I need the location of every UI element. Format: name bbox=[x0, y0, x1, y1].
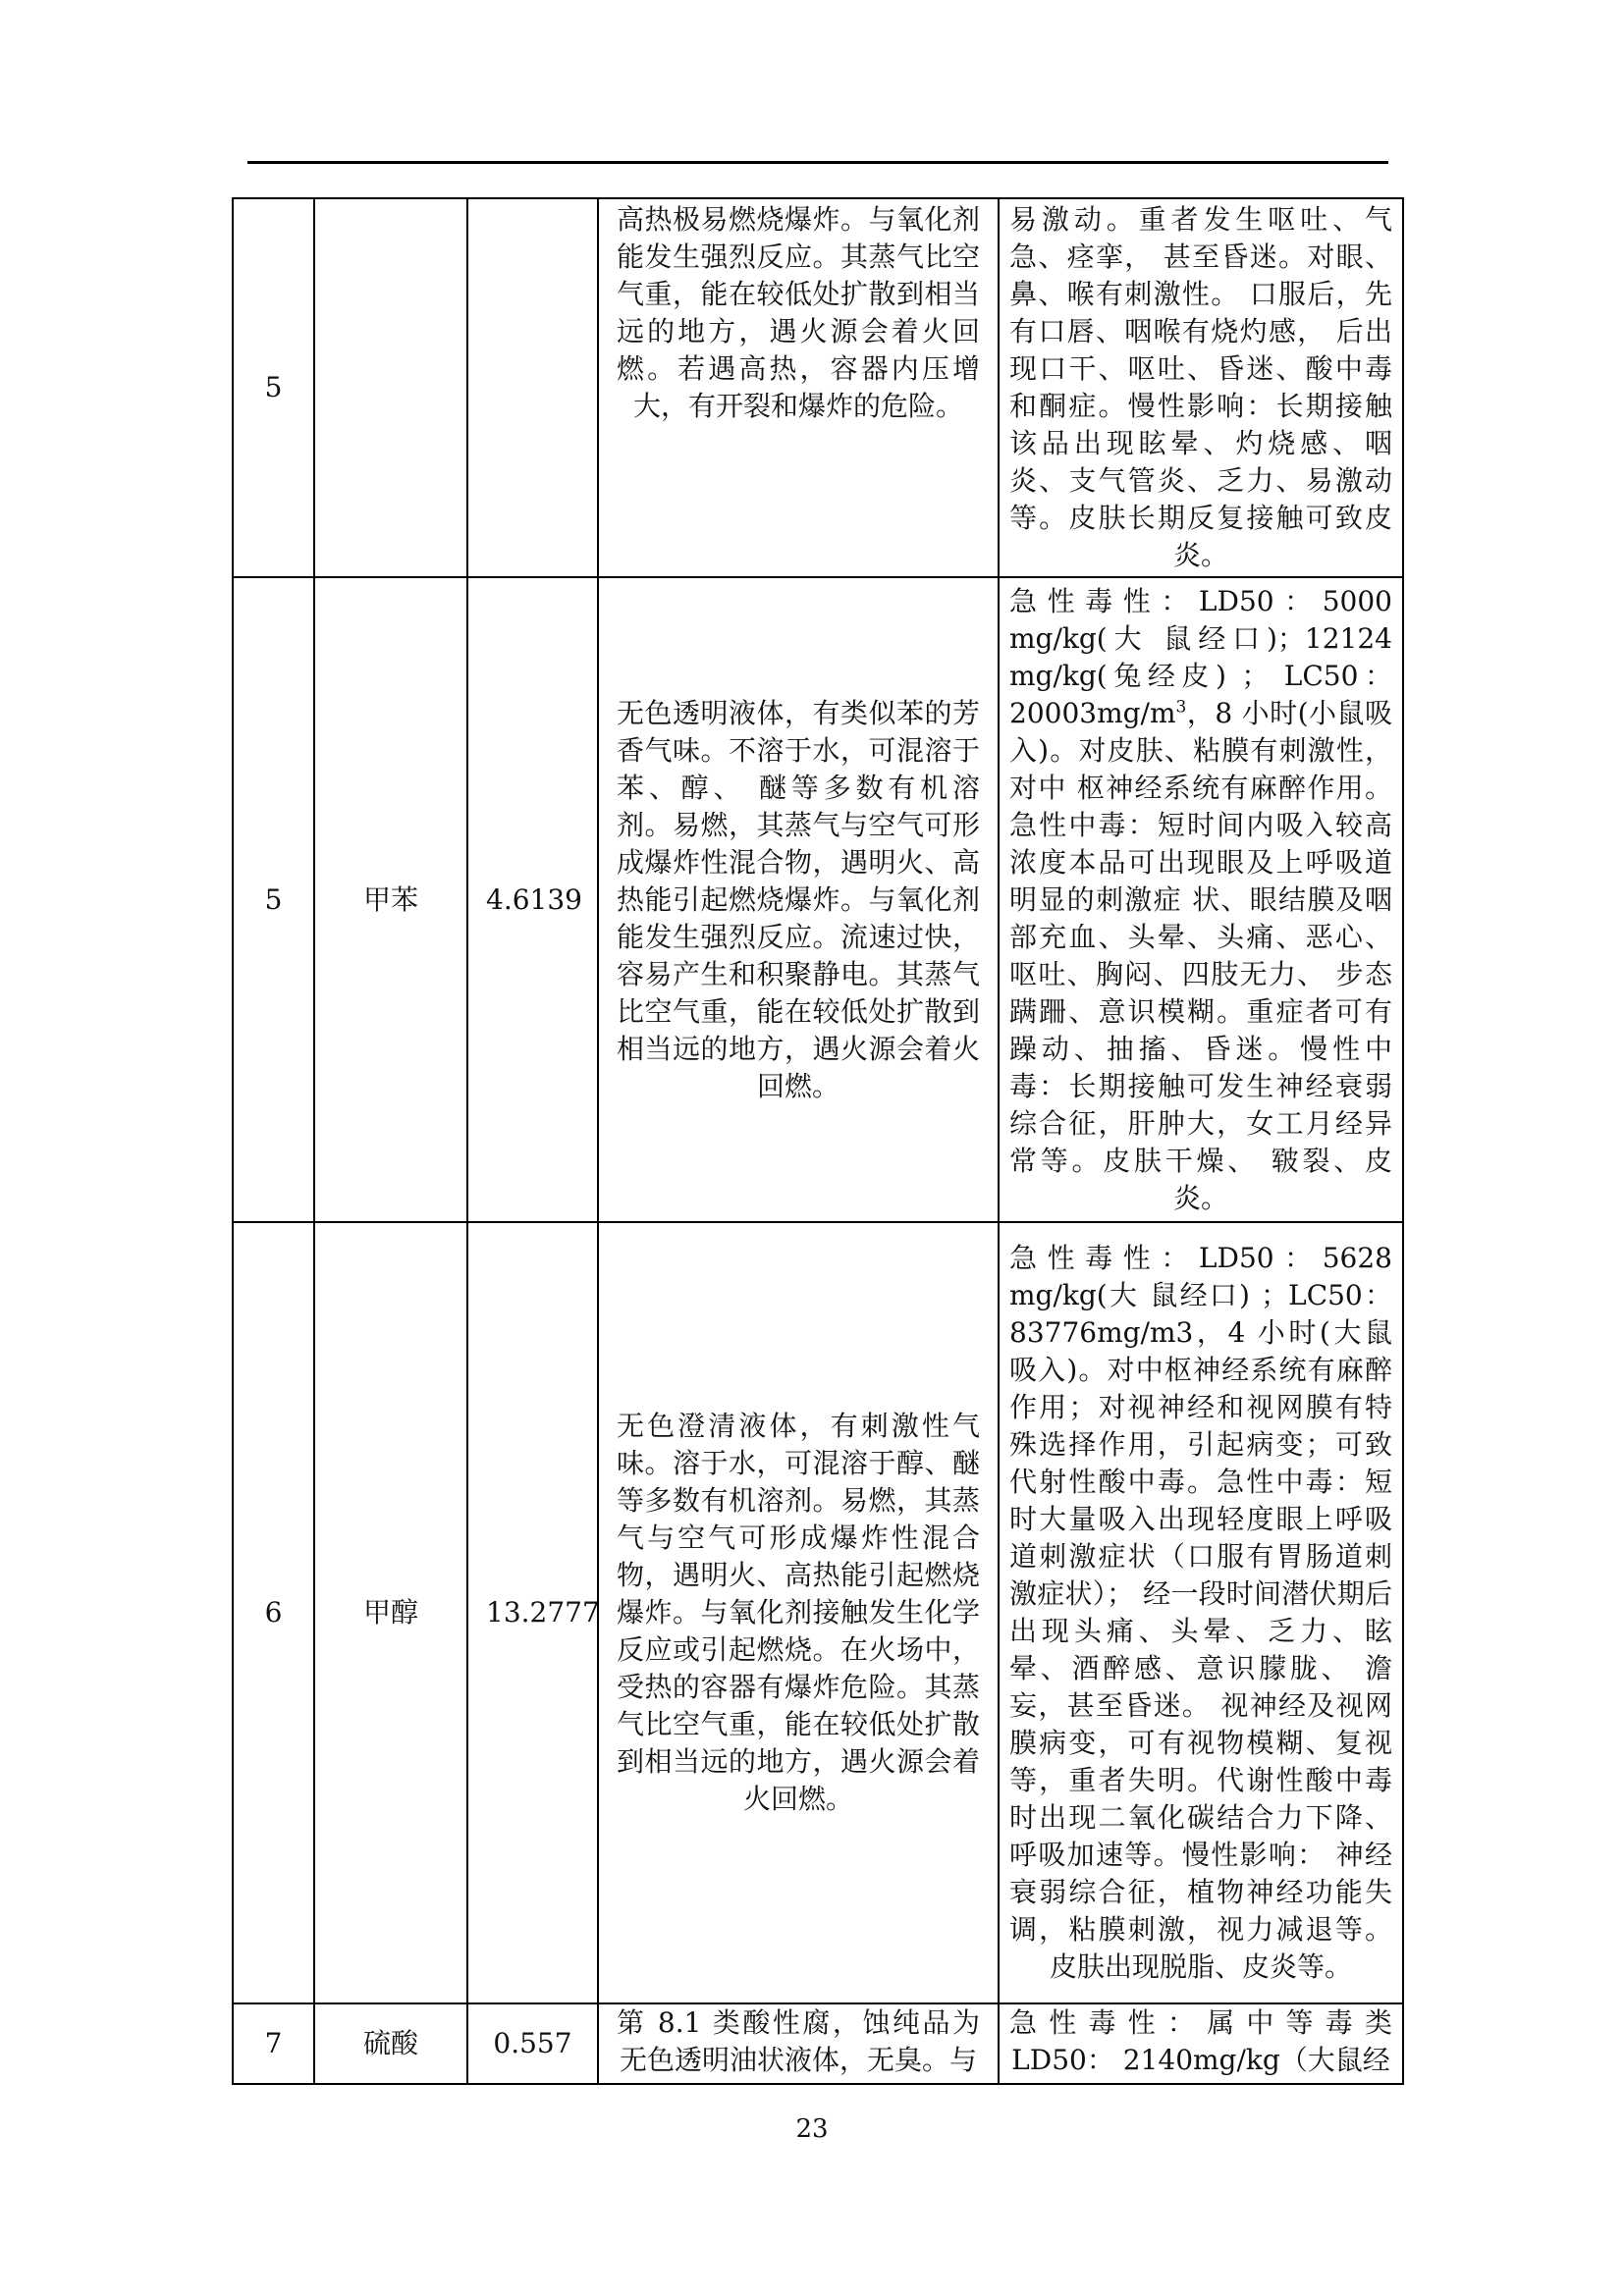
amount-value: 0.557 bbox=[493, 2027, 572, 2059]
chemical-name-cell bbox=[314, 577, 467, 1222]
row-number: 5 bbox=[264, 882, 283, 916]
chemical-name: 甲醇 bbox=[362, 1596, 418, 1629]
toxicity-text: 易激动。重者发生呕吐、气急、痉挛， 甚至昏迷。对眼、鼻、喉有刺激性。 口服后，先有口唇、咽喉有烧灼感， 后出现口干、呕吐、昏迷、酸中毒和酮症。慢性影响：长期接触该品出现眩晕、灼烧感、咽炎、支气管炎、乏力、易激动等。皮肤长期反复接触可致皮炎。 bbox=[1009, 203, 1392, 571]
hazard-text: 高热极易燃烧爆炸。与氧化剂能发生强烈反应。其蒸气比空气重，能在较低处扩散到相当远的地方，遇火源会着火回燃。若遇高热，容器内压增大，有开裂和爆炸的危险。 bbox=[617, 203, 980, 422]
table-row bbox=[233, 198, 1403, 577]
page-number: 23 bbox=[795, 2114, 829, 2144]
hazard-cell bbox=[598, 577, 999, 1222]
amount-cell bbox=[467, 1222, 598, 2003]
chemical-name-cell bbox=[314, 2003, 467, 2084]
hazard-text: 无色澄清液体，有刺激性气味。溶于水，可混溶于醇、醚等多数有机溶剂。易燃，其蒸气与空气可形成爆炸性混合物，遇明火、高热能引起燃烧爆炸。与氧化剂接触发生化学反应或引起燃烧。在火场中，受热的容器有爆炸危险。其蒸气比空气重，能在较低处扩散到相当远的地方，遇火源会着火回燃。 bbox=[617, 1410, 980, 1815]
chemical-name-cell bbox=[314, 198, 467, 577]
table-row bbox=[233, 1222, 1403, 2003]
toxicity-text: 急性毒性：LD50：5628 mg/kg(大 鼠经口) ；LC50：83776mg/m3，4 小时(大鼠吸入)。对中枢神经系统有麻醉作用；对视神经和视网膜有特殊选择作用，引起病变；可致代射性酸中毒。急性中毒：短时大量吸入出现轻度眼上呼吸道刺激症状（口服有胃肠道刺激症状）； 经一段时间潜伏期后出现头痛、头晕、乏力、眩晕、酒醉感、意识朦胧、 澹妄，甚至昏迷。 视神经及视网膜病变，可有视物模糊、复视等，重者失明。代谢性酸中毒时出现二氧化碳结合力下降、 呼吸加速等。慢性影响： 神经衰弱综合征，植物神经功能失调，粘膜刺激，视力减退等。皮肤出现脱脂、皮炎等。 bbox=[1009, 1242, 1392, 1983]
hazard-cell bbox=[598, 1222, 999, 2003]
chemical-name: 硫酸 bbox=[362, 2027, 418, 2059]
toxicity-cell bbox=[999, 577, 1403, 1222]
toxicity-text: 急性毒性：属中等毒类 LD50： 2140mg/kg（大鼠经 bbox=[1009, 2006, 1392, 2076]
chemical-name: 甲苯 bbox=[362, 882, 418, 916]
row-number: 6 bbox=[264, 1596, 283, 1629]
chemical-hazard-table bbox=[232, 197, 1404, 2085]
row-number: 5 bbox=[264, 371, 283, 403]
row-number-cell bbox=[233, 198, 314, 577]
row-number-cell bbox=[233, 1222, 314, 2003]
amount-cell bbox=[467, 577, 598, 1222]
amount-cell bbox=[467, 2003, 598, 2084]
row-number-cell bbox=[233, 2003, 314, 2084]
row-number: 7 bbox=[264, 2027, 283, 2059]
toxicity-cell bbox=[999, 198, 1403, 577]
toxicity-text-part1: 急性毒性：LD50：5000 mg/kg(大 鼠经口)；12124 mg/kg(兔经皮) ； LC50：20003mg/m bbox=[1009, 584, 1392, 729]
table-row bbox=[233, 577, 1403, 1222]
hazard-cell bbox=[598, 2003, 999, 2084]
superscript-cubed: 3 bbox=[1175, 697, 1187, 718]
chemical-name-cell bbox=[314, 1222, 467, 2003]
hazard-text: 第 8.1 类酸性腐，蚀纯品为无色透明油状液体，无臭。与 bbox=[617, 2006, 980, 2076]
hazard-text: 无色透明液体，有类似苯的芳香气味。不溶于水，可混溶于苯、醇、 醚等多数有机溶剂。易燃，其蒸气与空气可形成爆炸性混合物，遇明火、高热能引起燃烧爆炸。与氧化剂能发生强烈反应。流速过快，容易产生和积聚静电。其蒸气比空气重，能在较低处扩散到相当远的地方，遇火源会着火回燃。 bbox=[617, 696, 980, 1102]
amount-value: 13.2777 bbox=[486, 1596, 600, 1629]
toxicity-cell bbox=[999, 2003, 1403, 2084]
amount-cell bbox=[467, 198, 598, 577]
amount-value: 4.6139 bbox=[486, 882, 582, 916]
row-number-cell bbox=[233, 577, 314, 1222]
toxicity-text-part2: ，8 小时(小鼠吸入)。对皮肤、粘膜有刺激性，对中 枢神经系统有麻醉作用。急性中毒：短时间内吸入较高浓度本品可出现眼及上呼吸道明显的刺激症 状、眼结膜及咽部充血、头晕、头痛、恶心、呕吐、胸闷、四肢无力、 步态蹒跚、意识模糊。重症者可有躁动、抽搐、昏迷。慢性中毒：长期接触可发生神经衰弱综合征，肝肿大，女工月经异常等。皮肤干燥、 皲裂、皮炎。 bbox=[1009, 696, 1392, 1214]
hazard-cell bbox=[598, 198, 999, 577]
header-rule bbox=[247, 161, 1388, 164]
toxicity-cell bbox=[999, 1222, 1403, 2003]
table-row bbox=[233, 2003, 1403, 2084]
